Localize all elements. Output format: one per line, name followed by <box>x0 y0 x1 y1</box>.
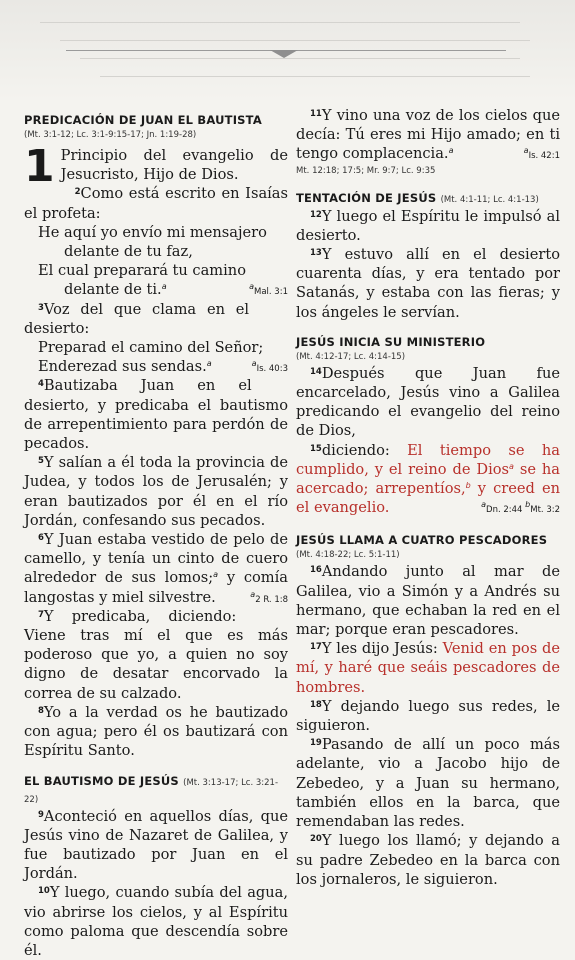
footnote-reference: aIs. 40:3 <box>251 359 288 375</box>
verse-13 <box>296 245 560 322</box>
poetry-line: delante de tu faz, <box>64 243 193 261</box>
poetry-line: Enderezad sus sendas.$^a$ aIs. 40:3 <box>38 357 288 376</box>
page-tab-marker <box>270 50 298 58</box>
footnote-marker[interactable]: a <box>161 282 167 292</box>
verse-text: Y salían a él toda la provincia de Judea, y todos los de Jerusalén; y eran bautizados por él en el río Jordán, confesando sus pecados. <box>24 454 288 529</box>
verse-text: Como está escrito en Isaías el profeta: <box>24 185 288 222</box>
verse-3 <box>24 300 288 338</box>
footnote-reference: a2 R. 1:8 <box>250 589 288 605</box>
words-of-jesus: y creed en el evangelio. <box>296 480 560 517</box>
verse-text: Aconteció en aquellos días, que Jesús vino de Nazaret de Galilea, y fue bautizado por Juan en el Jordán. <box>24 807 288 883</box>
verse-number: 9 <box>38 809 44 820</box>
verse-14 <box>296 364 560 441</box>
verse-number: 12 <box>310 209 322 220</box>
verse-16 <box>296 562 560 639</box>
right-column <box>296 106 560 889</box>
parallel-references: (Mt. 4:12-17; Lc. 4:14-15) <box>296 351 406 362</box>
quotation-block <box>38 338 288 376</box>
footnote-marker[interactable]: a <box>448 146 454 156</box>
verse-text: Y luego los llamó; y dejando a su padre Zebedeo en la barca con los jornaleros, le siguieron. <box>296 832 560 888</box>
words-of-jesus: Venid en pos de mí, y haré que seáis pescadores de hombres. <box>296 640 560 696</box>
section-heading: JESÚS LLAMA A CUATRO PESCADORES <box>296 533 548 548</box>
poetry-line: El cual preparará tu camino <box>38 262 246 280</box>
verse-9 <box>24 807 288 884</box>
show-through-line <box>40 22 520 23</box>
footnote-reference: aDn. 2:44 bMt. 3:2 <box>481 500 560 516</box>
verse-text: y comía langostas y miel silvestre. <box>24 569 288 606</box>
show-through-line <box>80 58 520 59</box>
verse-number: 20 <box>310 834 322 845</box>
verse-number: 17 <box>310 642 322 653</box>
verse-number: 19 <box>310 738 322 749</box>
verse-number: 16 <box>310 565 322 576</box>
verse-20 <box>296 831 560 889</box>
verse-text: Pasando de allí un poco más adelante, vio a Jacobo hijo de Zebedeo, y a Juan su hermano, también ellos en la barca, que remendaban las redes. <box>296 736 560 831</box>
verse-number: 6 <box>38 533 44 544</box>
verse-15 <box>296 441 560 518</box>
footnote-marker[interactable]: a <box>206 359 212 369</box>
verse-18 <box>296 697 560 735</box>
verse-text: Principio del evangelio de Jesucristo, Hijo de Dios. <box>60 147 288 184</box>
cross-references: Mt. 12:18; 17:5; Mr. 9:7; Lc. 9:35 <box>296 165 436 176</box>
section-heading: JESÚS INICIA SU MINISTERIO <box>296 334 486 349</box>
verse-19 <box>296 735 560 831</box>
verse-text: Y estuvo allí en el desierto cuarenta días, y era tentado por Satanás, y estaba con las fieras; y los ángeles le servían. <box>296 246 560 321</box>
footnote-marker[interactable]: b <box>465 481 471 491</box>
verse-number: 15 <box>310 443 322 454</box>
verse-text: Y Juan estaba vestido de pelo de camello, y tenía un cinto de cuero alrededor de sus lomos; <box>24 531 288 587</box>
show-through-line <box>100 76 530 77</box>
left-column <box>24 106 288 960</box>
section-heading: EL BAUTISMO DE JESÚS (Mt. 3:13-17; Lc. 3:21-22) <box>24 773 279 805</box>
verse-number: 13 <box>310 248 322 259</box>
verse-11 <box>296 106 560 164</box>
verse-text: Bautizaba Juan en el desierto, y predicaba el bautismo de arrepentimiento para perdón de pecados. <box>24 377 288 453</box>
chapter-number: 1 <box>24 141 55 192</box>
verse-text: Y dejando luego sus redes, le siguieron. <box>296 697 560 735</box>
verse-number: 5 <box>38 456 44 467</box>
verse-number: 3 <box>38 302 44 313</box>
parallel-references: (Mt. 4:1-11; Lc. 4:1-13) <box>440 194 539 205</box>
verse-12 <box>296 207 560 245</box>
verse-7 <box>24 607 288 703</box>
verse-2 <box>24 184 288 222</box>
verse-1 <box>24 141 288 192</box>
verse-number: 8 <box>38 705 44 716</box>
verse-number: 18 <box>310 699 322 710</box>
words-of-jesus: El tiempo se ha cumplido, y el reino de Dios <box>296 441 560 478</box>
verse-text: Y les dijo Jesús: <box>321 640 443 658</box>
footnote-marker[interactable]: a <box>213 570 219 580</box>
footnote-reference: aMal. 3:1 <box>249 282 288 298</box>
section-heading: TENTACIÓN DE JESÚS (Mt. 4:1-11; Lc. 4:1-13) <box>296 190 539 205</box>
verse-text: Y predicaba, diciendo: Viene tras mí el que es más poderoso que yo, a quien no soy digno de desatar encorvado la correa de su calzado. <box>24 607 288 702</box>
parallel-references: (Mt. 4:18-22; Lc. 5:1-11) <box>296 550 400 561</box>
poetry-line: He aquí yo envío mi mensajero <box>38 223 267 241</box>
verse-6 <box>24 530 288 607</box>
verse-8 <box>24 703 288 761</box>
verse-text: Y luego, cuando subía del agua, vio abrirse los cielos, y al Espíritu como paloma que descendía sobre él. <box>24 884 288 959</box>
poetry-line: delante de ti.$^a$ aMal. 3:1 <box>38 280 288 299</box>
verse-4 <box>24 376 288 453</box>
words-of-jesus: se ha acercado; arrepentíos, <box>296 460 560 498</box>
parallel-references: (Mt. 3:13-17; Lc. 3:21-22) <box>24 777 279 805</box>
verse-text: diciendo: <box>321 441 408 459</box>
verse-text: Voz del que clama en el desierto: <box>24 300 250 337</box>
show-through-line <box>60 40 530 41</box>
verse-text: Andando junto al mar de Galilea, vio a Simón y a Andrés su hermano, que echaban la red en el mar; porque eran pescadores. <box>296 563 560 639</box>
footnote-reference: aIs. 42:1 <box>523 146 560 162</box>
verse-number: 11 <box>310 109 322 119</box>
verse-text: Después que Juan fue encarcelado, Jesús vino a Galilea predicando el evangelio del reino de Dios, <box>296 364 560 440</box>
verse-number: 4 <box>38 379 44 390</box>
verse-text: Y luego el Espíritu le impulsó al desierto. <box>296 207 560 244</box>
section-heading: PREDICACIÓN DE JUAN EL BAUTISTA <box>24 113 262 127</box>
verse-text: Y vino una voz de los cielos que decía: Tú eres mi Hijo amado; en ti tengo complacencia. <box>296 107 560 163</box>
verse-number: 10 <box>38 886 50 897</box>
poetry-line: Preparad el camino del Señor; <box>38 339 264 357</box>
verse-text: Yo a la verdad os he bautizado con agua; pero él os bautizará con Espíritu Santo. <box>24 703 288 760</box>
verse-number: 7 <box>38 609 44 620</box>
verse-5 <box>24 453 288 530</box>
quotation-block <box>38 223 288 300</box>
verse-17 <box>296 639 560 697</box>
verse-10 <box>24 883 288 960</box>
footnote-marker[interactable]: a <box>509 461 514 471</box>
parallel-references: (Mt. 3:1-12; Lc. 3:1-9:15-17; Jn. 1:19-28) <box>24 130 197 140</box>
verse-number: 14 <box>310 366 322 377</box>
verse-number: 2 <box>74 187 81 198</box>
